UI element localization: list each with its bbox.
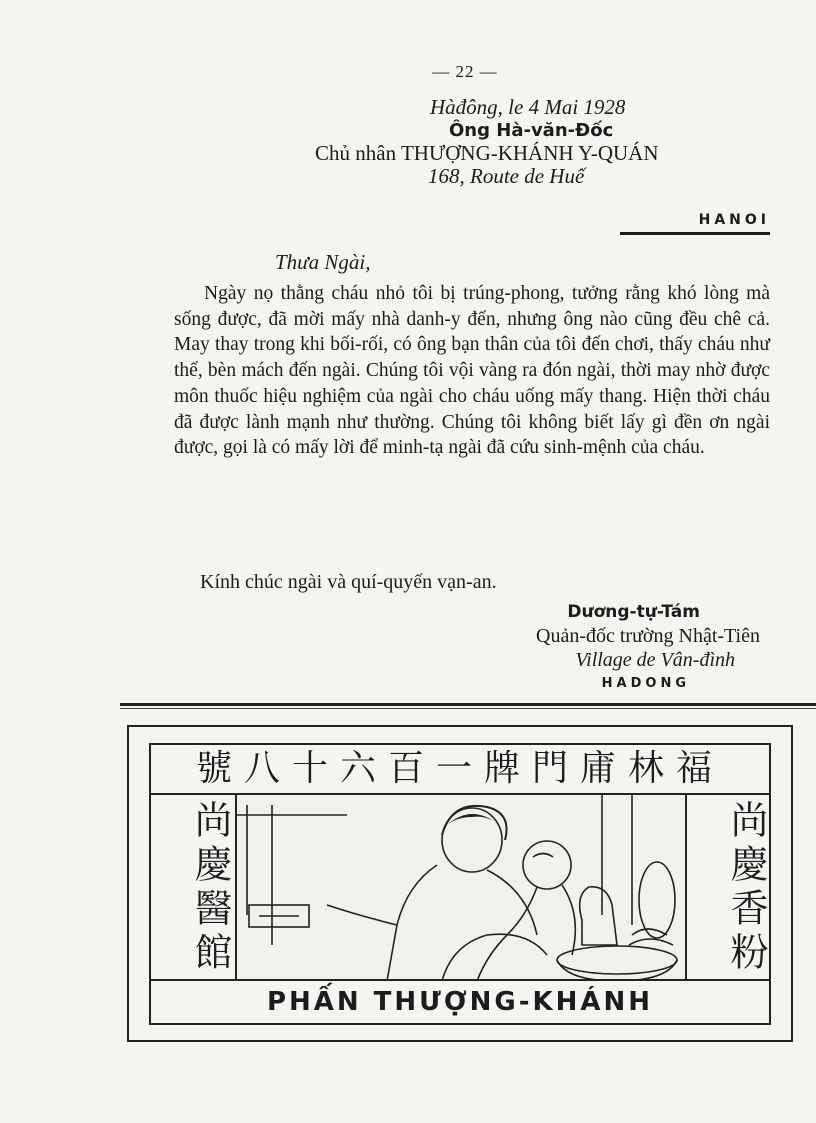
letter-closing: Kính chúc ngài và quí-quyến vạn-an. xyxy=(200,571,497,593)
addressee-city: HANOI xyxy=(620,212,770,235)
illustration-drawing xyxy=(237,795,685,981)
section-divider-thin xyxy=(120,708,816,709)
signature-city: HADONG xyxy=(601,676,690,691)
addressee-business: Chủ nhân THƯỢNG-KHÁNH Y-QUÁN xyxy=(315,141,659,165)
salutation: Thưa Ngài, xyxy=(275,250,371,274)
advertisement-product-name: PHẤN THƯỢNG-KHÁNH xyxy=(151,979,769,1023)
letter-body xyxy=(174,281,770,461)
advertisement-inner-frame xyxy=(149,743,771,1025)
signature-block xyxy=(400,600,760,696)
letter-paragraph: Ngày nọ thằng cháu nhỏ tôi bị trúng-phong, tưởng rằng khó lòng mà sống được, đã mời mấy nhà danh-y đến, nhưng ông nào cũng đều chê cả. May thay trong khi bối-rối, có ông bạn thân của tôi đến chơi, thấy cháu như thế, bèn mách đến ngài. Chúng tôi vội vàng ra đón ngài, thời may nhờ được môn thuốc hiệu nghiệm của ngài cho cháu uống mấy thang. Hiện thời cháu đã được lành mạnh như thường. Chúng tôi không biết lấy gì đền ơn ngài được, gọi là có mấy lời để minh-tạ ngài đã cứu sinh-mệnh của cháu. xyxy=(174,283,770,459)
section-divider xyxy=(120,703,816,706)
signature-title: Quản-đốc trường Nhật-Tiên xyxy=(536,625,760,647)
advertisement-address-banner: 號八十六百一牌門庯林福 xyxy=(151,745,769,795)
signature-name: Dương-tự-Tám xyxy=(567,602,700,622)
addressee-street: 168, Route de Huế xyxy=(428,164,585,188)
advertisement-left-panel: 尚慶醫館 xyxy=(188,800,232,976)
page-number: — 22 — xyxy=(432,62,498,81)
signature-village: Village de Vân-đình xyxy=(575,649,735,671)
letter-heading xyxy=(300,96,776,188)
advertisement xyxy=(127,725,793,1042)
advertisement-right-panel: 尚慶香粉 xyxy=(724,800,768,976)
mother-bathing-child-illustration xyxy=(235,795,687,981)
addressee-name: Ông Hà-văn-Đốc xyxy=(449,120,614,141)
letter-date: Hàđông, le 4 Mai 1928 xyxy=(430,95,626,119)
